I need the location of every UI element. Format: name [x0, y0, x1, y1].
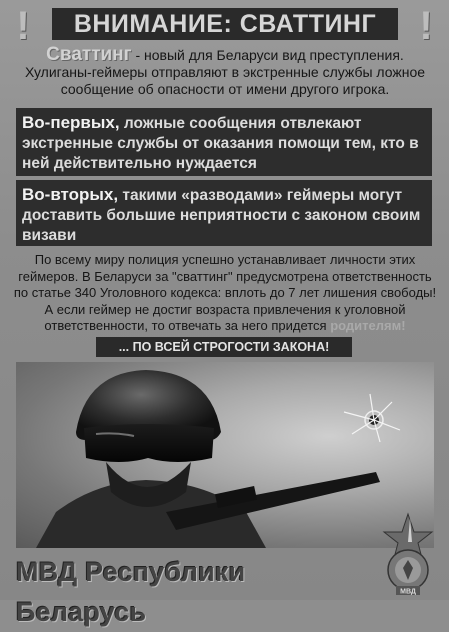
point-first-text: ложные сообщения отвлекают экстренные службы от оказания помощи тем, кто в ней действительно нуждается [22, 115, 419, 172]
body-line-1: По всему миру полиция успешно устанавливает личности этих [34, 252, 416, 267]
point-second-text: такими «разводами» геймеры могут доставить большие неприятности с законом своим визави [22, 187, 421, 244]
soldier-illustration [16, 362, 434, 548]
body-paragraph [6, 252, 444, 335]
page-title: ВНИМАНИЕ: СВАТТИНГ [52, 8, 398, 40]
intro-lead-word: Сваттинг [46, 44, 132, 65]
intro-paragraph [8, 46, 442, 98]
emblem-label: МВД [400, 588, 416, 596]
mvd-emblem-icon [380, 512, 436, 596]
intro-line-2: Хулиганы-геймеры отправляют в экстренные службы ложное [24, 64, 426, 80]
exclamation-icon-left: ! [16, 4, 30, 48]
body-line-5-faded: родителям! [330, 318, 406, 333]
exclamation-icon-right: ! [419, 4, 433, 48]
point-second-lead: Во-вторых, [22, 185, 119, 204]
point-first-lead: Во-первых, [22, 113, 120, 132]
body-line-5 [6, 318, 444, 335]
intro-line-3: сообщение об опасности от имени другого игрока. [60, 81, 390, 97]
body-line-2: геймеров. В Беларуси за "сваттинг" предусмотрена ответственность [18, 268, 432, 284]
body-line-3: по статье 340 Уголовного кодекса: вплоть до 7 лет лишения свободы! [13, 285, 437, 300]
goggles-icon [84, 424, 214, 462]
point-second-box [16, 180, 432, 246]
bullet-hole-icon [344, 394, 400, 442]
footer-ministry-name: МВД Республики Беларусь [16, 557, 246, 627]
soldier-photo [16, 362, 434, 548]
strict-law-banner: ... ПО ВСЕЙ СТРОГОСТИ ЗАКОНА! [96, 337, 352, 357]
intro-line-1-rest: - новый для Беларуси вид преступления. [131, 47, 404, 63]
point-first-box [16, 108, 432, 176]
body-line-4: А если геймер не достиг возраста привлечения к уголовной [44, 301, 406, 317]
intro-line-1 [8, 46, 442, 64]
body-line-5-main: ответственности, то отвечать за него придется [44, 318, 331, 333]
